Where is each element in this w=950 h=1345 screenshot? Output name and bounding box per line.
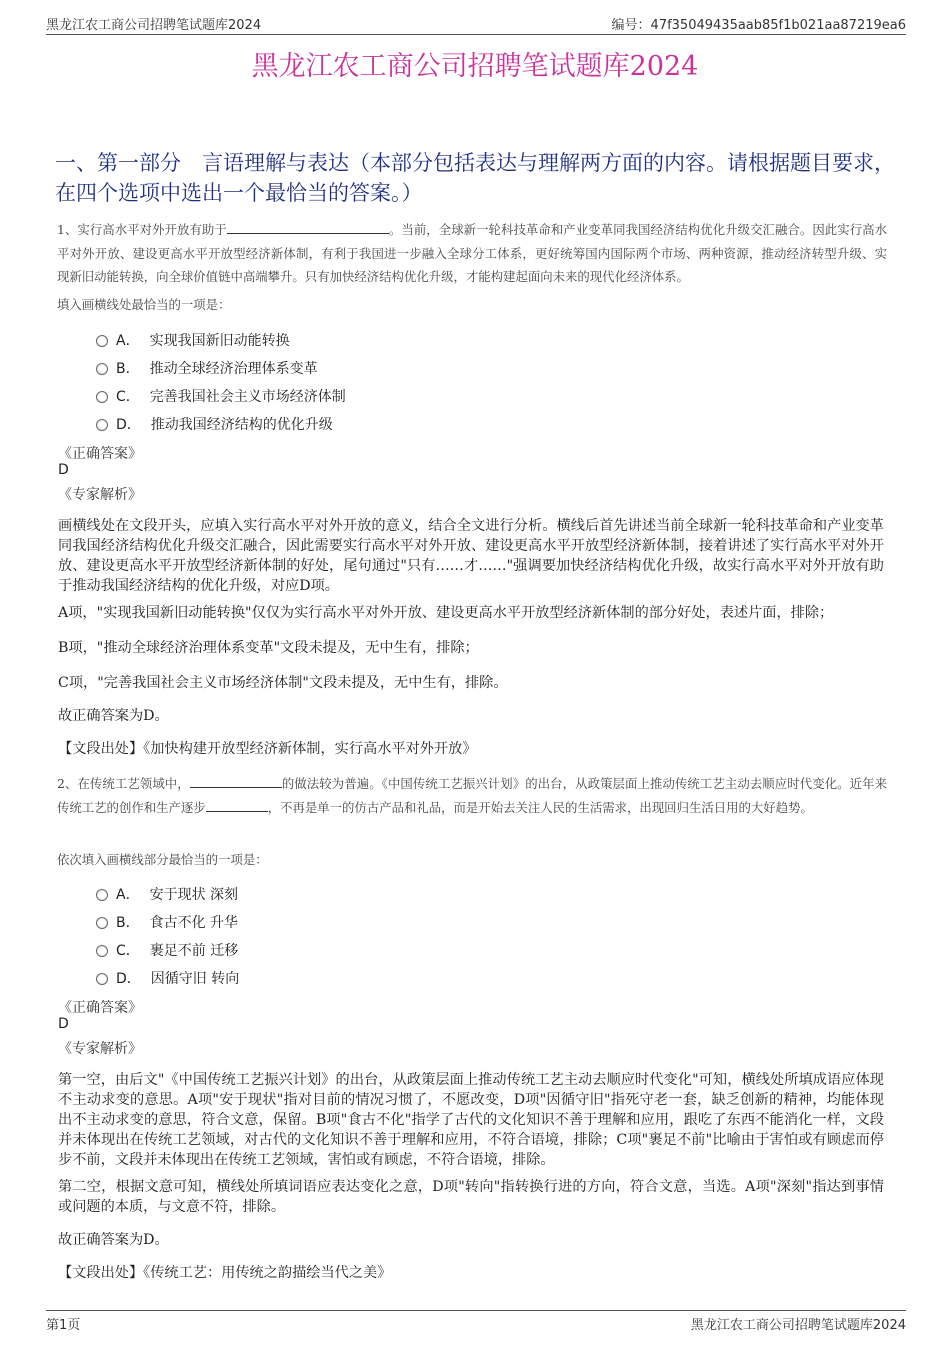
question-1-text-a: 1、实行高水平对外开放有助于 <box>57 222 227 237</box>
source-citation: 【文段出处】《加快构建开放型经济新体制，实行高水平对外开放》 <box>58 741 477 757</box>
section-heading: 一、第一部分 言语理解与表达（本部分包括表达与理解两方面的内容。请根据题目要求，在四个选项中选出一个最恰当的答案。） <box>55 151 895 205</box>
page-title: 黑龙江农工商公司招聘笔试题库2024 <box>251 51 699 82</box>
radio-icon[interactable] <box>96 419 108 431</box>
question-1-option-c[interactable] <box>96 386 346 406</box>
option-text: 裹足不前 迁移 <box>149 943 239 959</box>
answer-value: D <box>58 462 69 478</box>
analysis-paragraph: 第二空，根据文意可知，横线处所填词语应表达变化之意，D项"转向"指转换行进的方向，符合文意，当选。A项"深刻"指达到事情或问题的本质，与文意不符，排除。 <box>58 1179 884 1215</box>
analysis-paragraph: A项，"实现我国新旧动能转换"仅仅为实行高水平对外开放、建设更高水平开放型经济新体制的部分好处，表述片面，排除； <box>58 605 834 621</box>
question-2-text-b: 的做法较为普遍。《中国传统工艺振兴计划》的出台，从政策层面上推动传统工艺主动去顺应时代变化。近年来传统工艺的创作和生产逐步 <box>57 776 887 815</box>
radio-icon[interactable] <box>96 973 108 985</box>
header-doc-id: 编号：47f35049435aab85f1b021aa87219ea6 <box>611 18 906 33</box>
option-text: 完善我国社会主义市场经济体制 <box>149 389 346 405</box>
analysis-paragraph: B项，"推动全球经济治理体系变革"文段未提及，无中生有，排除； <box>58 640 479 656</box>
question-1-option-b[interactable] <box>96 358 318 378</box>
analysis-paragraph: C项，"完善我国社会主义市场经济体制"文段未提及，无中生有，排除。 <box>58 675 508 691</box>
analysis-conclusion: 故正确答案为D。 <box>58 1232 169 1248</box>
answer-value: D <box>58 1016 69 1032</box>
option-text: 推动我国经济结构的优化升级 <box>150 417 333 433</box>
question-2-text-a: 2、在传统工艺领域中， <box>57 776 190 791</box>
option-text: 因循守旧 转向 <box>150 971 240 987</box>
blank-line <box>227 220 389 234</box>
option-letter: A． <box>116 887 140 903</box>
page-number: 第1页 <box>46 1318 81 1333</box>
radio-icon[interactable] <box>96 391 108 403</box>
question-1-option-d[interactable] <box>96 414 333 434</box>
option-text: 推动全球经济治理体系变革 <box>149 361 318 377</box>
radio-icon[interactable] <box>96 335 108 347</box>
question-2-option-a[interactable] <box>96 884 238 904</box>
radio-icon[interactable] <box>96 917 108 929</box>
option-text: 实现我国新旧动能转换 <box>149 333 290 349</box>
analysis-conclusion: 故正确答案为D。 <box>58 708 169 724</box>
option-letter: D． <box>116 971 141 987</box>
option-text: 食古不化 升华 <box>149 915 239 931</box>
question-2-option-d[interactable] <box>96 968 239 988</box>
question-2-text <box>57 772 887 819</box>
option-letter: B． <box>116 361 140 377</box>
question-1-text <box>57 218 887 289</box>
radio-icon[interactable] <box>96 889 108 901</box>
analysis-label: 《专家解析》 <box>58 1041 142 1057</box>
analysis-paragraph: 第一空，由后文"《中国传统工艺振兴计划》的出台，从政策层面上推动传统工艺主动去顺应时代变化"可知，横线处所填成语应体现不主动求变的意思。A项"安于现状"指对目前的情况习惯了，不愿改变，D项"因循守旧"指死守老一套，缺乏创新的精神，均能体现出不主动求变的意思，符合文意，保留。B项"食古不化"指学了古代的文化知识不善于理解和应用，跟吃了东西不能消化一样，文段并未体现出在传统工艺领域，对古代的文化知识不善于理解和应用，不符合语境，排除；C项"裹足不前"比喻由于害怕或有顾虑而停步不前，文段并未体现出在传统工艺领域，害怕或有顾虑，不符合语境，排除。 <box>58 1072 884 1168</box>
analysis-label: 《专家解析》 <box>58 487 142 503</box>
answer-label: 《正确答案》 <box>58 446 142 462</box>
question-1-prompt: 填入画横线处最恰当的一项是： <box>57 297 231 312</box>
blank-line <box>206 798 268 812</box>
option-text: 安于现状 深刻 <box>149 887 239 903</box>
option-letter: B． <box>116 915 140 931</box>
question-2-option-b[interactable] <box>96 912 238 932</box>
answer-label: 《正确答案》 <box>58 1000 142 1016</box>
question-2-text-c: ，不再是单一的仿古产品和礼品，而是开始去关注人民的生活需求，出现回归生活日用的大好趋势。 <box>267 799 813 815</box>
page-header <box>46 12 906 35</box>
option-letter: D． <box>116 417 141 433</box>
footer-doc-title: 黑龙江农工商公司招聘笔试题库2024 <box>690 1318 906 1333</box>
option-letter: A． <box>116 333 140 349</box>
option-letter: C． <box>116 943 140 959</box>
header-doc-title: 黑龙江农工商公司招聘笔试题库2024 <box>46 18 262 33</box>
radio-icon[interactable] <box>96 363 108 375</box>
source-citation: 【文段出处】《传统工艺：用传统之韵描绘当代之美》 <box>58 1265 392 1281</box>
page-footer <box>46 1310 906 1333</box>
question-2-option-c[interactable] <box>96 940 238 960</box>
option-letter: C． <box>116 389 140 405</box>
blank-line <box>190 774 282 788</box>
question-2-prompt: 依次填入画横线部分最恰当的一项是： <box>57 852 268 867</box>
analysis-paragraph: 画横线处在文段开头，应填入实行高水平对外开放的意义，结合全文进行分析。横线后首先讲述当前全球新一轮科技革命和产业变革同我国经济结构优化升级交汇融合，因此需要实行高水平对外开放、建设更高水平开放型经济新体制，接着讲述了实行高水平对外开放、建设更高水平开放型经济新体制的好处，尾句通过"只有……才……"强调要加快经济结构优化升级，故实行高水平对外开放有助于推动我国经济结构的优化升级，对应D项。 <box>58 518 884 594</box>
question-1-text-b: 。当前，全球新一轮科技革命和产业变革同我国经济结构优化升级交汇融合。因此实行高水平对外开放、建设更高水平开放型经济新体制，有利于我国进一步融入全球分工体系，更好统筹国内国际两个市场、两种资源，推动经济转型升级、实现新旧动能转换，向全球价值链中高端攀升。只有加快经济结构优化升级，才能构建起面向未来的现代化经济体系。 <box>57 222 888 284</box>
question-1-option-a[interactable] <box>96 330 290 350</box>
radio-icon[interactable] <box>96 945 108 957</box>
